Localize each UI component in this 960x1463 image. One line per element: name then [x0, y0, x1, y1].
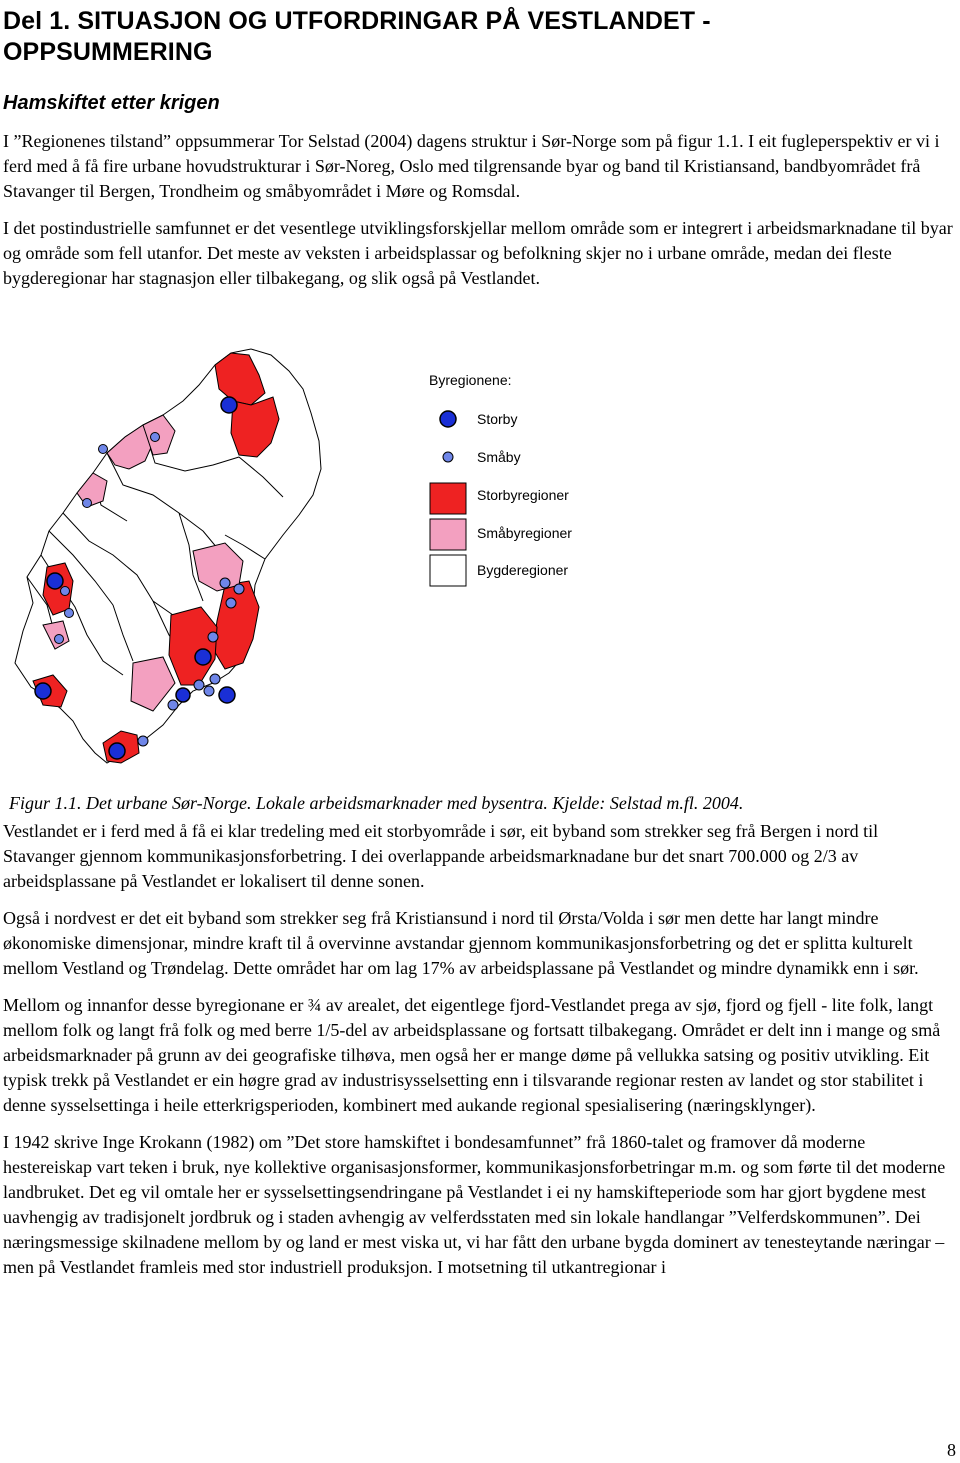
smaby-12	[138, 736, 148, 746]
legend-smaby-label: Småby	[477, 449, 521, 465]
storby-skien	[176, 688, 190, 702]
smaby-6	[226, 598, 236, 608]
paragraph-nordvest: Også i nordvest er det eit byband som strekker seg frå Kristiansund i nord til Ørsta/Volda i sør men dette har langt mindre økonomiske dimensjonar, mindre kraft til å overvinne avstandar gjennom kommunikasjonsforbetring og det er splitta kulturelt mellom Vestland og Trøndelag. Dette området har om lag 17% av arbeidsplassane på Vestlandet og mindre dynamikk enn i sør.	[3, 908, 919, 978]
storby-drammen	[195, 649, 211, 665]
smaby-8	[194, 680, 204, 690]
smaby-11	[168, 700, 178, 710]
paragraph-intro: I ”Regionenes tilstand” oppsummerar Tor Selstad (2004) dagens struktur i Sør-Norge som på figur 1.1. I eit fugleperspektiv er vi i ferd med å få fire urbane hovudstrukturar i Sør-Noreg, Oslo med tilgrensande byar og band til Kristiansand, bandbyområdet frå Stavanger til Bergen, Trondheim og småbyområdet i Møre og Romsdal.	[3, 131, 940, 201]
legend-bygderegioner-swatch	[430, 555, 466, 586]
document-page	[3, 0, 953, 1280]
paragraph-krokann: I 1942 skrive Inge Krokann (1982) om ”Det store hamskiftet i bondesamfunnet” frå 1860-talet og framover då moderne hestereiskap vart teken i bruk, nye kollektive organisasjonsformer, kommunikasjonsforbetringar m.m. og som førte til det moderne landbruket. Det eg vil omtale her er sysselsettingsendringane på Vestlandet i ei ny hamskifteperiode som har gjort bygdene mest uavhengig av tradisjonelt jordbruk og i staden avhengig av velferdsstaten med sin lokale handlangar ”Velferdskommunen”. Dei næringsmessige skilnadene mellom by og land er mest viska ut, vi har fått den urbane bygda dominert av tenesteytande næringar – men på Vestlandet framleis med stor industriell produksjon. I motsetning til utkantregionar i	[3, 1132, 946, 1277]
smaby-1	[99, 445, 108, 454]
figure-caption: Figur 1.1. Det urbane Sør-Norge. Lokale arbeidsmarknader med bysentra. Kjelde: Selstad m.fl. 2004.	[9, 793, 744, 813]
legend-smabyregioner-label: Småbyregioner	[477, 525, 572, 541]
legend-bygderegioner-label: Bygderegioner	[477, 562, 569, 578]
storby-trondheim	[221, 397, 237, 413]
smaby-13	[61, 587, 70, 596]
legend-storbyregioner-swatch	[430, 483, 466, 514]
legend-storby-label: Storby	[477, 411, 518, 427]
smaby-9	[204, 686, 214, 696]
paragraph-vestlandet: Vestlandet er i ferd med å få ei klar tredeling med eit storbyområde i sør, eit byband som strekker seg frå Bergen i nord til Stavanger gjennom kommunikasjonsforbetring. I dei overlappande arbeidsmarknadane bur det snart 700.000 og 2/3 av arbeidsplassane på Vestlandet er lokalisert til denne sonen.	[3, 821, 879, 891]
section-heading-line1: Del 1. SITUASJON OG UTFORDRINGAR PÅ VESTLANDET -	[3, 7, 711, 35]
legend-title: Byregionene:	[429, 372, 512, 388]
storby-oslo	[219, 687, 235, 703]
smaby-15	[65, 609, 74, 618]
legend-storby-dot	[440, 411, 456, 427]
map-graphic	[3, 345, 953, 785]
subheading: Hamskiftet etter krigen	[3, 92, 220, 114]
page-number: 8	[947, 1440, 956, 1460]
smaby-10	[210, 674, 220, 684]
legend-smabyregioner-swatch	[430, 519, 466, 550]
storby-kristiansand	[109, 743, 125, 759]
figure-map	[3, 345, 953, 785]
smaby-2	[151, 433, 160, 442]
smaby-14	[55, 635, 64, 644]
smaby-7	[208, 632, 218, 642]
legend-smaby-dot	[443, 452, 453, 462]
map-regions	[15, 349, 321, 763]
smaby-3	[83, 499, 92, 508]
legend-storbyregioner-label: Storbyregioner	[477, 487, 569, 503]
section-heading	[3, 6, 953, 68]
smaby-4	[220, 578, 230, 588]
smaby-5	[234, 584, 244, 594]
paragraph-fjord: Mellom og innanfor desse byregionane er ¾ av arealet, det eigentlege fjord-Vestlandet prega av sjø, fjord og fjell - lite folk, langt mellom folk og langt frå folk og med berre 1/5-del av arbeidsplassane og fortsatt tilbakegang. Området er delt inn i mange og små arbeidsmarknader på grunn av dei geografiske tilhøva, men også her er mange døme på vellukka satsing og positiv utvikling. Eit typisk trekk på Vestlandet er ein høgre grad av industrisysselsetting enn i tilsvarande regionar resten av landet og stor stabilitet i denne sysselsettinga i heile etterkrigsperioden, kombinert med aukande regional spesialisering (næringsklynger).	[3, 995, 941, 1115]
map-legend	[429, 372, 572, 586]
storby-bergen	[47, 573, 63, 589]
paragraph-postindustrial: I det postindustrielle samfunnet er det vesentlege utviklingsforskjellar mellom område som er integrert i arbeidsmarknadane til byar og område som fell utanfor. Det meste av veksten i arbeidsplassar og befolkning skjer no i urbane område, medan dei fleste bygderegionar har stagnasjon eller tilbakegang, og slik også på Vestlandet.	[3, 218, 953, 288]
section-heading-line2: OPPSUMMERING	[3, 38, 213, 66]
storby-stavanger	[35, 683, 51, 699]
